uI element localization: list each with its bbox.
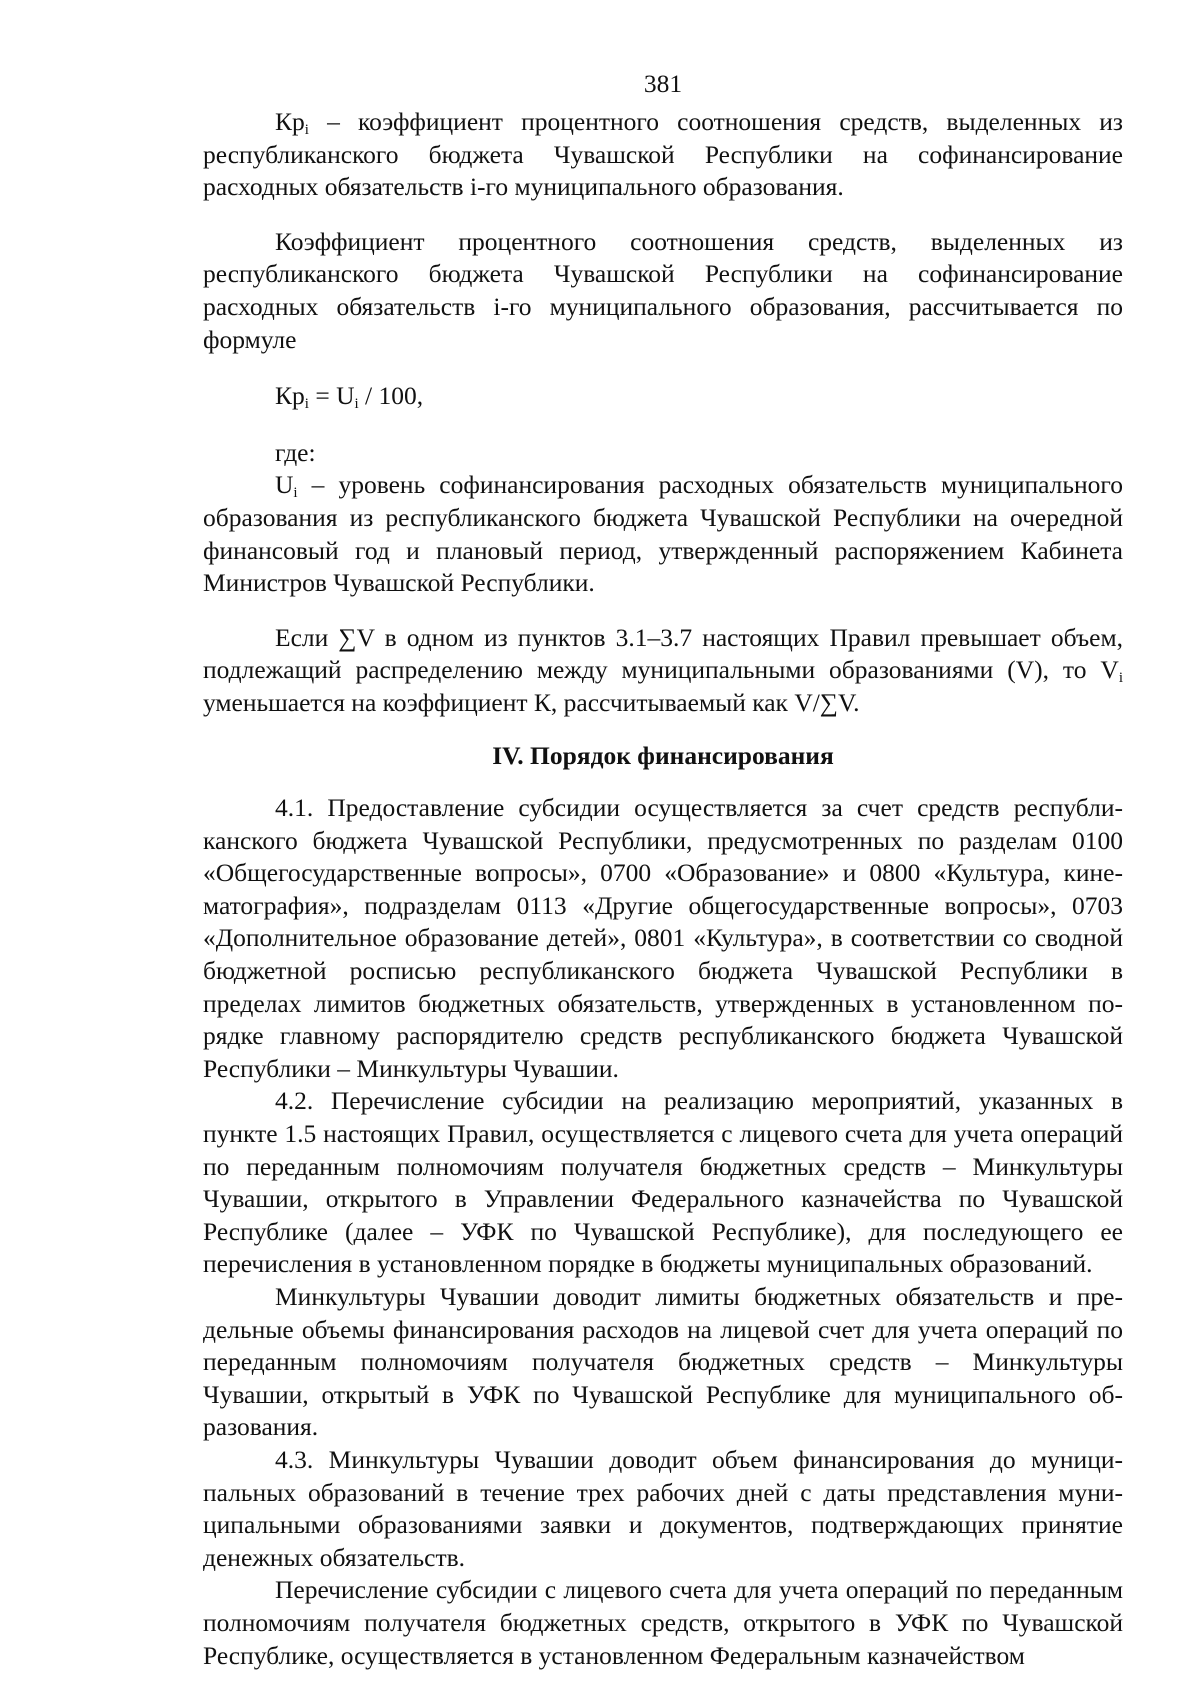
section-heading: IV. Порядок финансирования (492, 740, 834, 770)
definition-text: – коэффициент процентного соотношения средств, выделенных из республиканского бюджета Чувашской Республики на софинансирование расходных обязательств i-го муниципального образования. (203, 107, 1123, 202)
paragraph-transfer: Перечисление субсидии с лицевого счета для учета операций по переданным полномочиям получателя бюджетных средств, открытого в УФК по Чувашской Республике, осуществляется в установленном Федеральным казначейством (203, 1575, 1123, 1670)
formula-lhs: Кр (275, 381, 305, 411)
definition-text: – уровень софинансирования расходных обязательств муниципального образования из республиканского бюджета Чувашской Республики на очередной финансовый год и плановый период, утвержденный распоряжением Кабинета Министров Чувашской Республики. (203, 470, 1123, 598)
paragraph-coefficient-formula-intro: Коэффициент процентного соотношения средств, выделенных из республиканского бюджета Чувашской Республики на софинансирование расходных обязательств i-го муниципального образования, рассчитывается по формуле (203, 226, 1123, 354)
term-subscript: i (304, 122, 309, 138)
document-page (203, 68, 1123, 1672)
paragraph-kpi-definition (203, 106, 1123, 204)
formula-lhs-subscript: i (304, 396, 309, 413)
where-label: где: (275, 437, 316, 467)
formula-equals: = U (308, 381, 355, 411)
paragraph-4-1: 4.1. Предоставление субсидии осуществляется за счет средств республиканского бюджета Чувашской Республики, предусмотренных по разделам 0100 «Общегосударственные вопросы», 0700 «Образование» и 0800 «Культура, кинематография», подразделам 0113 «Другие общегосударственные вопросы», 0703 «Дополнительное образование детей», 0801 «Культура», в соответствии со сводной бюджетной росписью республиканского бюджета Чувашской Республики в пределах лимитов бюджетных обязательств, утвержденных в установленном порядке главному распорядителю средств республиканского бюджета Чувашской Республики – Минкультуры Чувашии. (203, 793, 1123, 1083)
reduction-subscript: i (1118, 670, 1123, 687)
formula (203, 380, 1123, 413)
paragraph-4-3: 4.3. Минкультуры Чувашии доводит объем финансирования до муниципальных образований в течение трех рабочих дней с даты представления муниципальными образованиями заявки и документов, подтверждающих принятие денежных обязательств. (203, 1444, 1123, 1572)
formula-tail: / 100, (358, 381, 424, 411)
reduction-text-after: уменьшается на коэффициент К, рассчитываемый как V/∑V. (203, 687, 860, 717)
term-u: U (275, 470, 294, 500)
paragraph-limits: Минкультуры Чувашии доводит лимиты бюджетных обязательств и предельные объемы финансирования расходов на лицевой счет для учета операций по переданным полномочиям получателя бюджетных средств – Минкультуры Чувашии, открытый в УФК по Чувашской Республике для муниципального образования. (203, 1282, 1123, 1442)
page-number: 381 (643, 69, 683, 98)
paragraph-ui-definition (203, 469, 1123, 599)
paragraph-4-2: 4.2. Перечисление субсидии на реализацию мероприятий, указанных в пункте 1.5 настоящих Правил, осуществляется с лицевого счета для учета операций по переданным полномочиям получателя бюджетных средств – Минкультуры Чувашии, открытого в Управлении Федерального казначейства по Чувашской Республике (далее – УФК по Чувашской Республике), для последующего ее перечисления в установленном порядке в бюджеты муниципальных образований. (203, 1086, 1123, 1279)
formula-rhs-subscript: i (354, 396, 359, 413)
term-kp: Кр (275, 107, 305, 136)
reduction-text-before: Если ∑V в одном из пунктов 3.1–3.7 настоящих Правил превышает объем, подлежащий распределению между муниципальными образованиями (V), то V (203, 622, 1123, 685)
term-u-subscript: i (293, 485, 298, 502)
paragraph-sum-reduction (203, 622, 1123, 720)
